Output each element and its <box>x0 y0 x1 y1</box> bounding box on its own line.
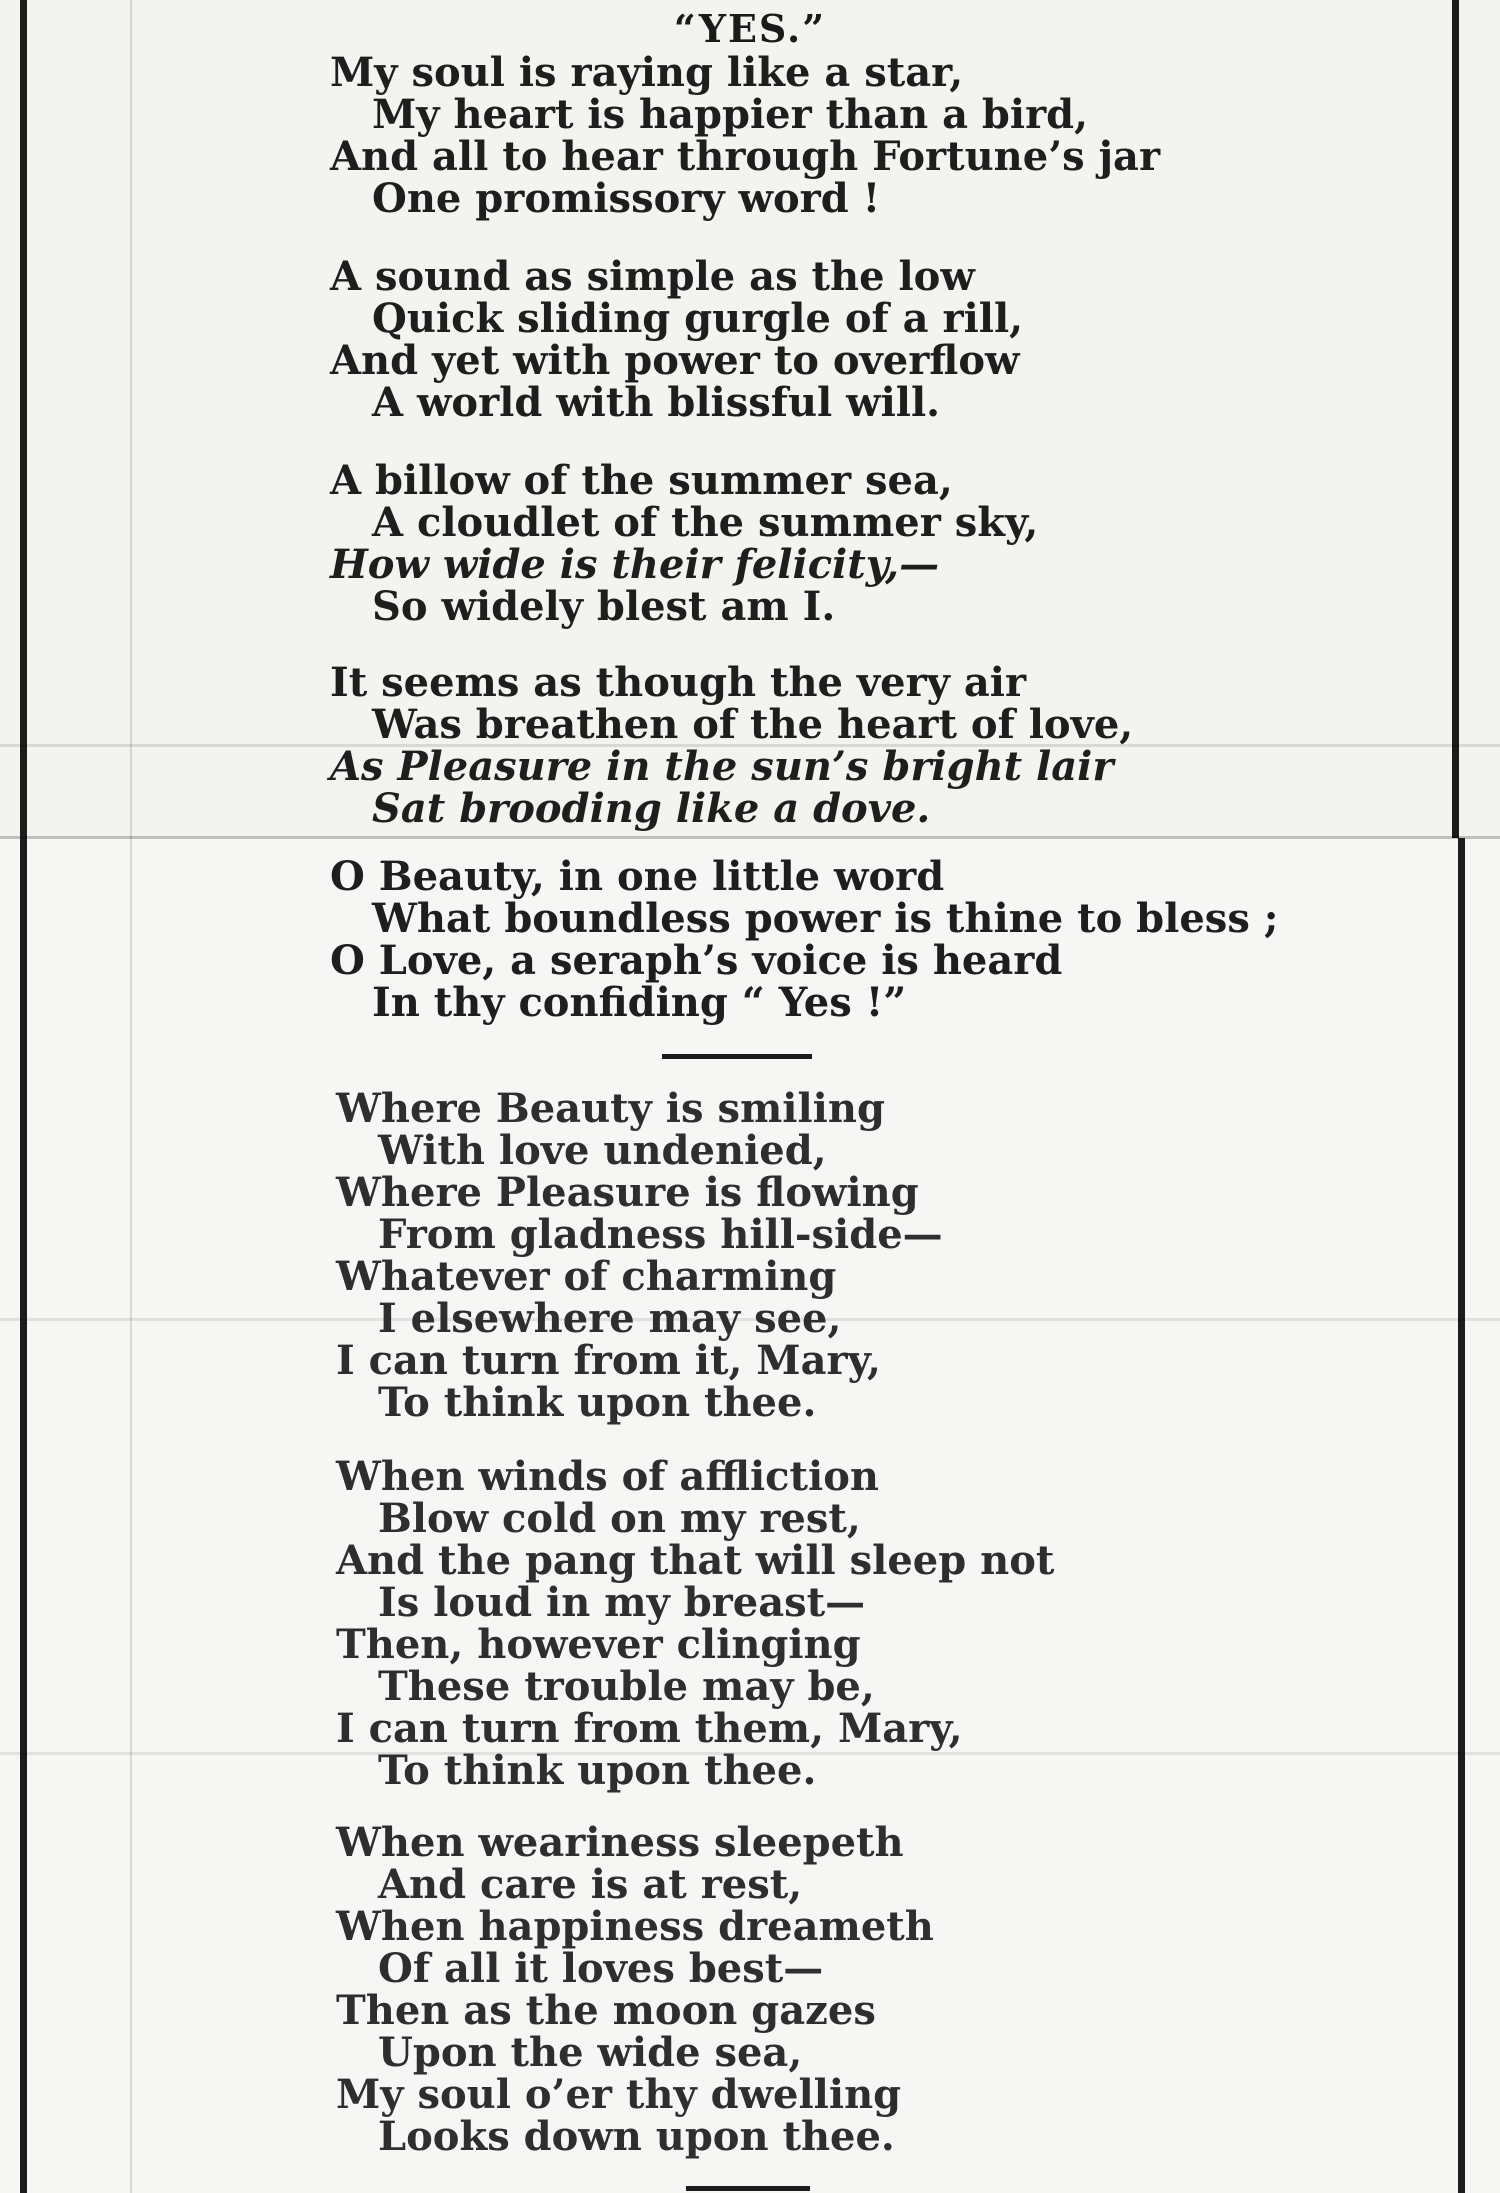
poem-line: Sat brooding like a dove. <box>372 785 931 832</box>
section-divider <box>662 1054 812 1059</box>
poem-line: It seems as though the very air <box>330 659 1027 706</box>
poem-line: I elsewhere may see, <box>378 1295 842 1342</box>
poem-line: And all to hear through Fortune’s jar <box>330 133 1161 180</box>
poem-line: My heart is happier than a bird, <box>372 91 1089 138</box>
poem-line: A billow of the summer sea, <box>330 457 953 504</box>
poem-line: With love undenied, <box>378 1127 827 1174</box>
right-column-rule-bottom <box>1458 838 1465 2193</box>
poem-line: How wide is their felicity,— <box>330 541 940 588</box>
poem-line: O Beauty, in one little word <box>330 853 945 900</box>
poem-line: As Pleasure in the sun’s bright lair <box>330 743 1114 790</box>
poem-line: I can turn from them, Mary, <box>336 1705 963 1752</box>
poem-line: Is loud in my breast— <box>378 1579 866 1626</box>
poem-line: When winds of affliction <box>336 1453 879 1500</box>
poem-line: One promissory word ! <box>372 175 881 222</box>
fold-crease <box>0 836 1500 839</box>
poem-line: Whatever of charming <box>336 1253 837 1300</box>
poem-line: My soul o’er thy dwelling <box>336 2071 902 2118</box>
poem-line: In thy confiding “ Yes !” <box>372 979 907 1026</box>
poem-line: From gladness hill-side— <box>378 1211 943 1258</box>
poem-line: O Love, a seraph’s voice is heard <box>330 937 1063 984</box>
poem-line: Then as the moon gazes <box>336 1987 876 2034</box>
poem-line: A world with blissful will. <box>372 379 941 426</box>
poem-line: Quick sliding gurgle of a rill, <box>372 295 1024 342</box>
poem-line: To think upon thee. <box>378 1379 817 1426</box>
poem-line: A sound as simple as the low <box>330 253 975 300</box>
poem-line: These trouble may be, <box>378 1663 875 1710</box>
left-column-rule <box>20 0 27 2193</box>
poem-line: A cloudlet of the summer sky, <box>372 499 1039 546</box>
poem-line: My soul is raying like a star, <box>330 49 964 96</box>
section-divider <box>686 2186 810 2191</box>
right-column-rule-top <box>1452 0 1459 838</box>
poem-line: So widely blest am I. <box>372 583 836 630</box>
poem-line: What boundless power is thine to bless ; <box>372 895 1279 942</box>
poem-line: Where Pleasure is flowing <box>336 1169 919 1216</box>
poem-title: “YES.” <box>673 6 827 51</box>
poem-line: And yet with power to overflow <box>330 337 1020 384</box>
poem-line: Looks down upon thee. <box>378 2113 895 2160</box>
poem-line: I can turn from it, Mary, <box>336 1337 881 1384</box>
poem-line: When happiness dreameth <box>336 1903 934 1950</box>
poem-line: Blow cold on my rest, <box>378 1495 861 1542</box>
poem-line: Then, however clinging <box>336 1621 861 1668</box>
poem-line: To think upon thee. <box>378 1747 817 1794</box>
poem-line: Upon the wide sea, <box>378 2029 803 2076</box>
faint-column-rule <box>130 0 132 2193</box>
poem-line: Where Beauty is smiling <box>336 1085 885 1132</box>
poem-line: And care is at rest, <box>378 1861 803 1908</box>
poem-line: And the pang that will sleep not <box>336 1537 1055 1584</box>
poem-line: Was breathen of the heart of love, <box>372 701 1134 748</box>
poem-line: Of all it loves best— <box>378 1945 824 1992</box>
poem-line: When weariness sleepeth <box>336 1819 904 1866</box>
